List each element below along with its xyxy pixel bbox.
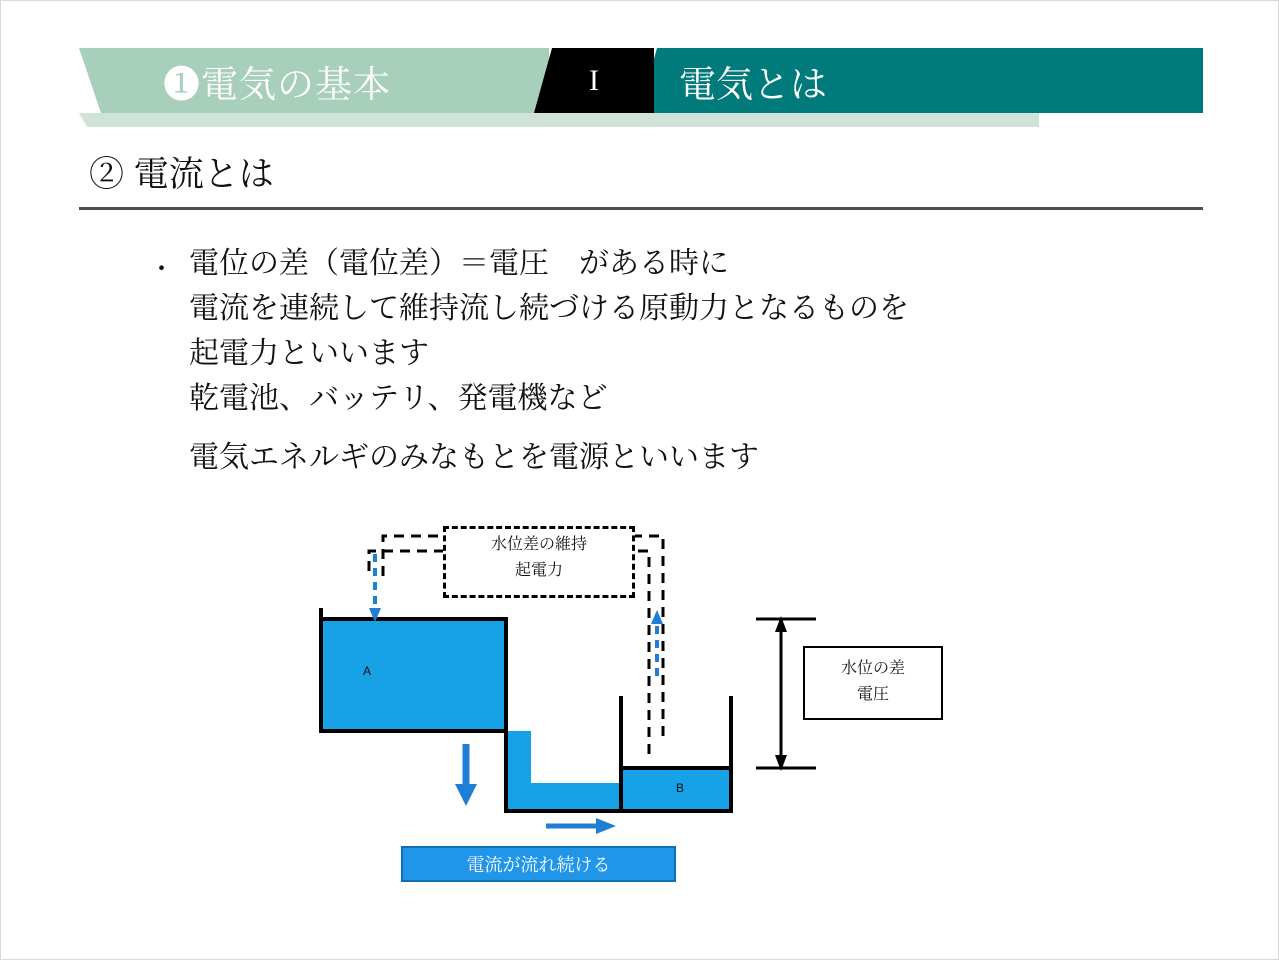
roman-numeral: I <box>589 63 599 97</box>
body-line-5: 電気エネルギのみなもとを電源といいます <box>189 441 759 474</box>
body-text <box>189 241 1169 480</box>
chapter-label: ❶電気の基本 <box>163 63 391 105</box>
channel-bottom-water <box>506 783 621 811</box>
bullet-marker: ・ <box>149 255 175 283</box>
body-line-4: 乾電池、バッテリ、発電機など <box>189 382 608 415</box>
pump-up-arrow-head <box>651 610 663 624</box>
body-line-2: 電流を連続して維持流し続づける原動力となるものを <box>189 292 909 325</box>
body-line-3: 起電力といいます <box>189 337 429 370</box>
emf-box-text <box>443 532 635 584</box>
voltage-box-text <box>803 656 943 708</box>
chapter-title: 電気とは <box>679 63 827 105</box>
header-banner <box>79 48 1203 113</box>
banner-left-shadow <box>79 113 1039 127</box>
falling-flow-arrow-head <box>455 784 477 806</box>
flow-badge: 電流が流れ続ける <box>401 846 676 882</box>
water-tank-diagram <box>291 516 991 906</box>
horizontal-flow-arrow-head <box>596 818 616 834</box>
voltage-line-1: 水位の差 <box>840 660 905 677</box>
body-line-1: 電位の差（電位差）＝電圧 がある時に <box>189 247 729 280</box>
title-divider <box>79 207 1203 210</box>
page-title: ② 電流とは <box>89 155 274 194</box>
voltage-line-2: 電圧 <box>856 686 889 703</box>
tank-a-water <box>321 619 506 731</box>
emf-line-2: 起電力 <box>514 562 563 579</box>
emf-line-1: 水位差の維持 <box>490 536 587 553</box>
tank-a-label: A <box>363 664 372 678</box>
tank-b-label: B <box>676 781 685 795</box>
